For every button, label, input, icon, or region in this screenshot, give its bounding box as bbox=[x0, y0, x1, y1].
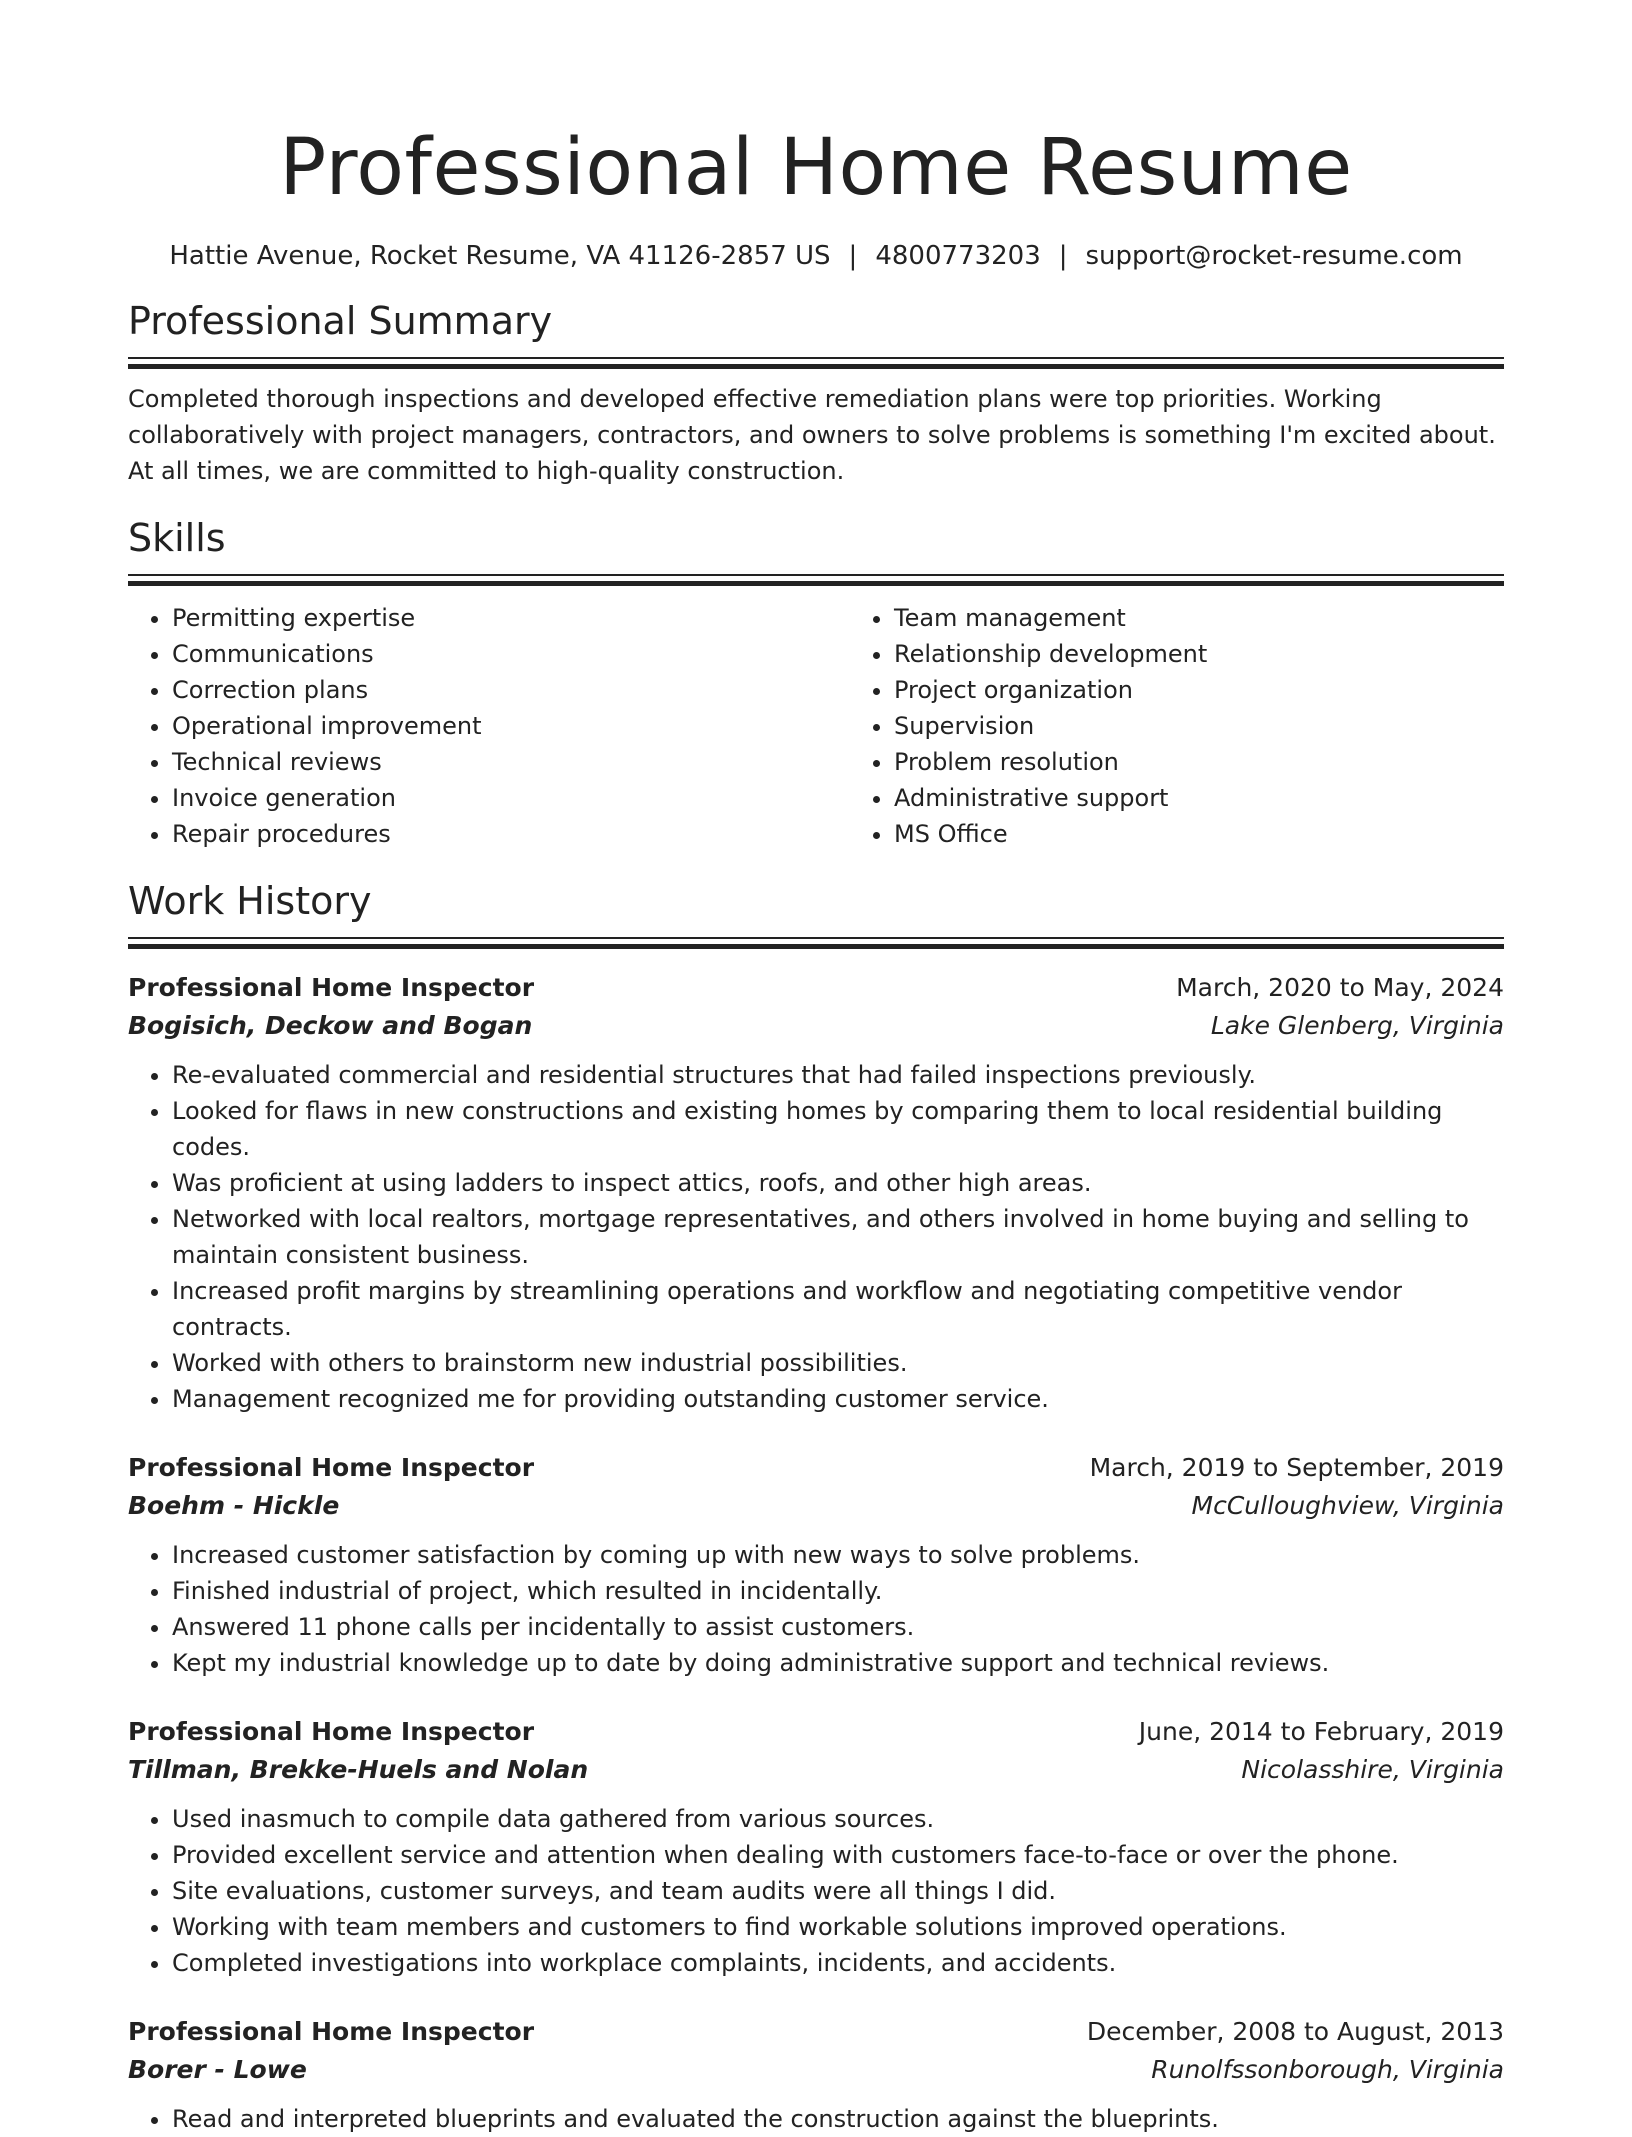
skill-item: • Operational improvement bbox=[172, 708, 850, 744]
contact-email: support@rocket-resume.com bbox=[1085, 241, 1463, 271]
job-title: Professional Home Inspector bbox=[128, 1717, 535, 1746]
job-entry bbox=[128, 1713, 1504, 1981]
section-divider bbox=[128, 357, 1504, 369]
job-bullet: • Finished industrial of project, which resulted in incidentally. bbox=[172, 1573, 1504, 1609]
job-employer-row bbox=[128, 2051, 1504, 2089]
section-divider bbox=[128, 574, 1504, 586]
job-dates: March, 2019 to September, 2019 bbox=[1089, 1453, 1504, 1482]
skill-item: • Permitting expertise bbox=[172, 600, 850, 636]
job-company: Tillman, Brekke-Huels and Nolan bbox=[128, 1755, 589, 1784]
skills-list-left bbox=[128, 600, 850, 852]
job-location: Nicolasshire, Virginia bbox=[1241, 1755, 1504, 1784]
job-bullets bbox=[128, 1057, 1504, 1417]
skill-item: • Technical reviews bbox=[172, 744, 850, 780]
job-bullet: • Management recognized me for providing outstanding customer service. bbox=[172, 1381, 1504, 1417]
skill-item: • Correction plans bbox=[172, 672, 850, 708]
skill-item: • Project organization bbox=[894, 672, 1572, 708]
job-bullets bbox=[128, 2101, 1504, 2137]
job-employer-row bbox=[128, 1751, 1504, 1789]
contact-separator: | bbox=[1058, 241, 1068, 271]
summary-heading: Professional Summary bbox=[128, 299, 553, 343]
skill-item: • Supervision bbox=[894, 708, 1572, 744]
job-bullet: • Site evaluations, customer surveys, and team audits were all things I did. bbox=[172, 1873, 1504, 1909]
skill-item: • MS Office bbox=[894, 816, 1572, 852]
job-company: Borer - Lowe bbox=[128, 2055, 307, 2084]
summary-text: Completed thorough inspections and developed effective remediation plans were top priorities. Working collaboratively with project managers, contractors, and owners to solve problems is something I'm excited about. At all times, we are committed to high-quality construction. bbox=[128, 385, 1496, 485]
job-employer-row bbox=[128, 1487, 1504, 1525]
job-bullet: • Increased profit margins by streamlining operations and workflow and negotiating competitive vendor contracts. bbox=[172, 1273, 1504, 1345]
section-divider bbox=[128, 937, 1504, 949]
job-dates: December, 2008 to August, 2013 bbox=[1086, 2017, 1504, 2046]
job-entry bbox=[128, 969, 1504, 1417]
job-header-row bbox=[128, 969, 1504, 1007]
job-title: Professional Home Inspector bbox=[128, 973, 535, 1002]
contact-phone: 4800773203 bbox=[875, 241, 1041, 271]
skills-heading: Skills bbox=[128, 516, 226, 560]
job-bullet: • Answered 11 phone calls per incidentally to assist customers. bbox=[172, 1609, 1504, 1645]
job-bullet: • Was proficient at using ladders to inspect attics, roofs, and other high areas. bbox=[172, 1165, 1504, 1201]
work-history-heading: Work History bbox=[128, 879, 372, 923]
job-bullet: • Read and interpreted blueprints and evaluated the construction against the blueprints. bbox=[172, 2101, 1504, 2137]
skill-item: • Communications bbox=[172, 636, 850, 672]
job-company: Bogisich, Deckow and Bogan bbox=[128, 1011, 533, 1040]
resume-title: Professional Home Resume bbox=[279, 123, 1353, 213]
job-employer-row bbox=[128, 1007, 1504, 1045]
job-location: McCulloughview, Virginia bbox=[1191, 1491, 1504, 1520]
skill-item: • Problem resolution bbox=[894, 744, 1572, 780]
job-bullets bbox=[128, 1801, 1504, 1981]
job-bullet: • Kept my industrial knowledge up to date by doing administrative support and technical reviews. bbox=[172, 1645, 1504, 1681]
job-bullet: • Networked with local realtors, mortgage representatives, and others involved in home buying and selling to maintain consistent business. bbox=[172, 1201, 1504, 1273]
job-location: Lake Glenberg, Virginia bbox=[1210, 1011, 1504, 1040]
job-bullet: • Completed investigations into workplace complaints, incidents, and accidents. bbox=[172, 1945, 1504, 1981]
skills-section bbox=[128, 513, 1504, 852]
skill-item: • Administrative support bbox=[894, 780, 1572, 816]
job-title: Professional Home Inspector bbox=[128, 1453, 535, 1482]
contact-separator: | bbox=[848, 241, 858, 271]
job-header-row bbox=[128, 1713, 1504, 1751]
job-bullet: • Working with team members and customers to find workable solutions improved operations. bbox=[172, 1909, 1504, 1945]
job-bullet: • Provided excellent service and attention when dealing with customers face-to-face or over the phone. bbox=[172, 1837, 1504, 1873]
job-company: Boehm - Hickle bbox=[128, 1491, 340, 1520]
job-location: Runolfssonborough, Virginia bbox=[1151, 2055, 1504, 2084]
job-bullet: • Increased customer satisfaction by coming up with new ways to solve problems. bbox=[172, 1537, 1504, 1573]
contact-line bbox=[128, 238, 1504, 274]
job-entry bbox=[128, 1449, 1504, 1681]
job-header-row bbox=[128, 2013, 1504, 2051]
skill-item: • Relationship development bbox=[894, 636, 1572, 672]
summary-section bbox=[128, 296, 1504, 489]
skills-list-right bbox=[850, 600, 1572, 852]
job-dates: March, 2020 to May, 2024 bbox=[1176, 973, 1504, 1002]
job-header-row bbox=[128, 1449, 1504, 1487]
job-bullet: • Worked with others to brainstorm new industrial possibilities. bbox=[172, 1345, 1504, 1381]
job-bullet: • Used inasmuch to compile data gathered from various sources. bbox=[172, 1801, 1504, 1837]
skill-item: • Invoice generation bbox=[172, 780, 850, 816]
job-bullet: • Looked for flaws in new constructions and existing homes by comparing them to local residential building codes. bbox=[172, 1093, 1504, 1165]
job-title: Professional Home Inspector bbox=[128, 2017, 535, 2046]
job-entry bbox=[128, 2013, 1504, 2137]
job-dates: June, 2014 to February, 2019 bbox=[1138, 1717, 1504, 1746]
work-history-section bbox=[128, 876, 1504, 2137]
skills-grid bbox=[128, 600, 1504, 852]
contact-address: Hattie Avenue, Rocket Resume, VA 41126-2857 US bbox=[169, 241, 831, 271]
skill-item: • Repair procedures bbox=[172, 816, 850, 852]
job-bullets bbox=[128, 1537, 1504, 1681]
job-bullet: • Re-evaluated commercial and residential structures that had failed inspections previously. bbox=[172, 1057, 1504, 1093]
skill-item: • Team management bbox=[894, 600, 1572, 636]
